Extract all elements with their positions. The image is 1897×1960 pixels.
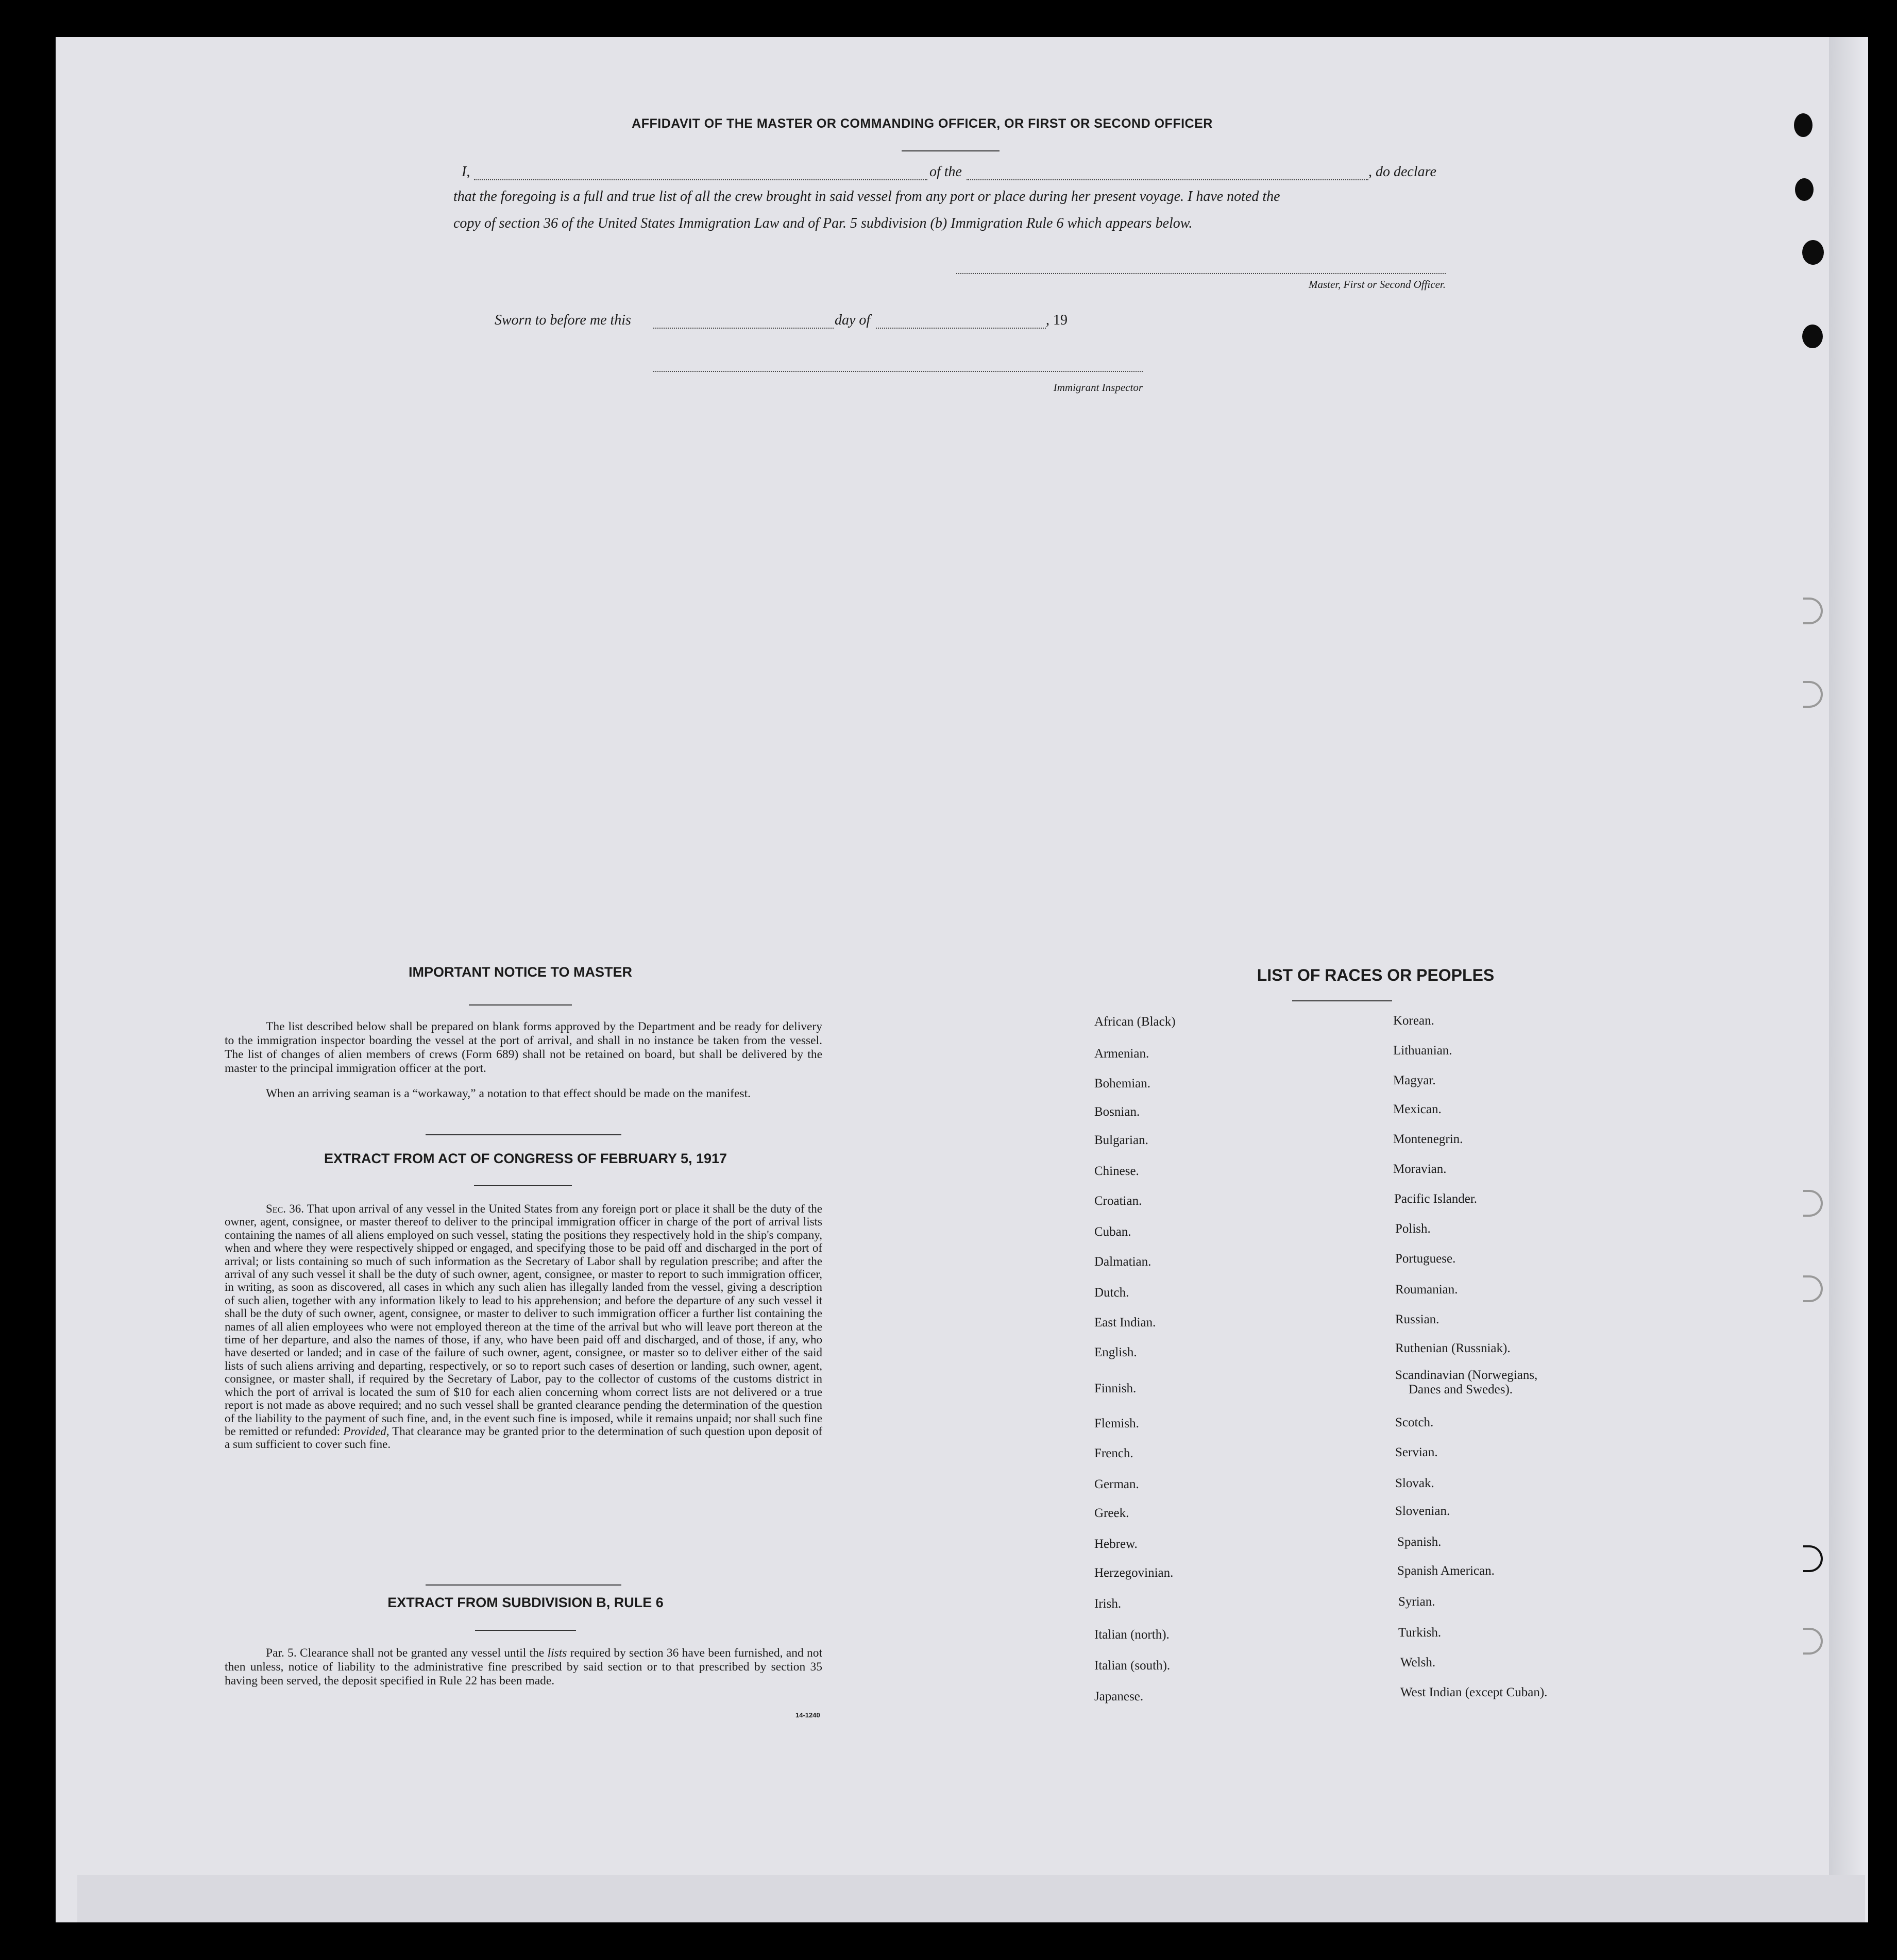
race-item: Italian (south). — [1094, 1659, 1171, 1673]
races-title: LIST OF RACES OR PEOPLES — [1257, 966, 1495, 984]
punch-hole — [1802, 325, 1823, 348]
race-item: Bulgarian. — [1094, 1133, 1148, 1147]
declarant-name-field[interactable] — [474, 179, 927, 180]
divider — [902, 150, 1000, 151]
race-item: Greek. — [1094, 1506, 1129, 1520]
race-item: Croatian. — [1094, 1194, 1142, 1208]
race-item: Herzegovinian. — [1094, 1566, 1174, 1580]
race-item: Pacific Islander. — [1394, 1192, 1478, 1206]
extract-rule-title: EXTRACT FROM SUBDIVISION B, RULE 6 — [387, 1595, 664, 1610]
race-item: Italian (north). — [1094, 1628, 1170, 1642]
declarant-prefix: I, — [462, 164, 470, 180]
race-item: German. — [1094, 1477, 1139, 1491]
race-item: East Indian. — [1094, 1316, 1156, 1330]
race-item: Slovak. — [1395, 1476, 1434, 1490]
race-item: Slovenian. — [1395, 1504, 1450, 1518]
race-item: Montenegrin. — [1393, 1132, 1463, 1146]
race-item: Ruthenian (Russniak). — [1395, 1341, 1511, 1355]
punch-hole — [1802, 240, 1824, 265]
race-item: Hebrew. — [1094, 1537, 1138, 1551]
master-caption: Master, First or Second Officer. — [1309, 278, 1446, 291]
affidavit-line-1 — [462, 164, 1446, 182]
form-number: 14-1240 — [795, 1711, 820, 1719]
notice-workaway: When an arriving seaman is a “workaway,” a notation to that effect should be made on the manifest. — [266, 1087, 751, 1100]
race-item: Servian. — [1395, 1445, 1438, 1459]
race-item: Lithuanian. — [1393, 1044, 1452, 1058]
divider — [474, 1185, 572, 1186]
race-item: West Indian (except Cuban). — [1400, 1685, 1548, 1699]
race-item: Bosnian. — [1094, 1105, 1140, 1119]
extract-act-title: EXTRACT FROM ACT OF CONGRESS OF FEBRUARY 5, 1917 — [324, 1151, 727, 1166]
race-item: Japanese. — [1094, 1690, 1144, 1703]
affidavit-line-2: that the foregoing is a full and true list of all the crew brought in said vessel from any port or place during her present voyage. I have noted the — [453, 189, 1280, 204]
race-item: Turkish. — [1398, 1626, 1442, 1640]
sworn-day-field[interactable] — [653, 328, 834, 329]
divider — [426, 1584, 621, 1586]
race-item: Welsh. — [1400, 1656, 1436, 1669]
punch-hole — [1794, 113, 1813, 137]
race-item: Mexican. — [1393, 1102, 1442, 1116]
year-prefix: , 19 — [1046, 312, 1068, 328]
sworn-month-field[interactable] — [876, 328, 1046, 329]
notice-paragraph: The list described below shall be prepared on blank forms approved by the Department and be ready for delivery to the immigration inspector boarding the vessel at the port of arrival, and shall in no instance be taken from the vessel. The list of changes of alien members of crews (Form 689) shall not be retained on board, but shall be delivered by the master to the principal immigration officer at the port. — [225, 1020, 822, 1075]
vessel-name-field[interactable] — [967, 179, 1368, 180]
race-item: Spanish. — [1397, 1535, 1442, 1549]
race-item: Bohemian. — [1094, 1077, 1151, 1090]
sworn-line — [495, 312, 1113, 331]
day-of-label: day of — [835, 312, 871, 328]
affidavit-title: AFFIDAVIT OF THE MASTER OR COMMANDING OFFICER, OR FIRST OR SECOND OFFICER — [632, 116, 1213, 131]
race-item: Russian. — [1395, 1313, 1439, 1326]
declare-label: , do declare — [1368, 164, 1436, 180]
divider — [426, 1134, 621, 1135]
race-item: Armenian. — [1094, 1047, 1149, 1061]
race-item: Korean. — [1393, 1014, 1434, 1028]
race-item: Dalmatian. — [1094, 1255, 1151, 1269]
of-the-label: of the — [929, 164, 962, 180]
race-item: Magyar. — [1393, 1073, 1436, 1087]
section-36-text: Sec. 36. That upon arrival of any vessel in the United States from any foreign port or place it shall be the duty of the owner, agent, consignee, or master thereof to deliver to the principal immigration officer in charge of the port of arrival lists containing the names of all aliens employed on such vessel, stating the positions they respectively hold in the ship's company, when and where they were respectively shipped or engaged, and specifying those to be paid off and discharged in the port of arrival; or lists containing so much of such information as the Secretary of Labor shall by regulation prescribe; and after the arrival of any such vessel it shall be the duty of such owner, agent, consignee, or master to report to such immigration officer, in writing, as soon as discovered, all cases in which any such alien has illegally landed from the vessel, giving a description of such alien, together with any information likely to lead to his apprehension; and before the departure of any such vessel it shall be the duty of such owner, agent, consignee, or master to deliver to such immigration officer a further list containing the names of all alien employees who were not employed thereon at the time of the arrival but who will leave port thereon at the time of her departure, and also the names of those, if any, who have been paid off and discharged, and of those, if any, who have deserted or landed; and in case of the failure of such owner, agent, consignee, or master so to deliver either of the said lists of such aliens arriving and departing, respectively, or so to report such cases of desertion or landing, such owner, agent, consignee, or master shall, if required by the Secretary of Labor, pay to the collector of customs of the customs district in which the port of arrival is located the sum of $10 for each alien concerning whom correct lists are not delivered or a true report is not made as above required; and no such vessel shall be granted clearance pending the determination of the question of the liability to the payment of such fine, and, in the event such fine is imposed, while it remains unpaid; nor shall such fine be remitted or refunded: Provided, That clearance may be granted prior to the determination of such question upon deposit of a sum sufficient to cover such fine. — [225, 1202, 822, 1451]
page-bottom-shade — [77, 1875, 1865, 1922]
race-item: Portuguese. — [1395, 1252, 1456, 1266]
notice-title: IMPORTANT NOTICE TO MASTER — [409, 964, 632, 980]
master-signature-field[interactable] — [956, 273, 1446, 274]
inspector-caption: Immigrant Inspector — [1053, 381, 1143, 394]
affidavit-line-3: copy of section 36 of the United States Immigration Law and of Par. 5 subdivision (b) Immigration Rule 6 which appears below. — [453, 215, 1193, 231]
race-item: Dutch. — [1094, 1286, 1129, 1300]
race-item: African (Black) — [1094, 1015, 1176, 1029]
race-item: Chinese. — [1094, 1164, 1139, 1178]
race-item: Roumanian. — [1395, 1283, 1458, 1297]
page-edge-shadow — [1829, 37, 1868, 1922]
race-item: French. — [1094, 1446, 1133, 1460]
race-item: Scotch. — [1395, 1416, 1434, 1429]
divider — [475, 1630, 576, 1631]
par-5-text: Par. 5. Clearance shall not be granted any vessel until the lists required by section 36 have been furnished, and not then unless, notice of liability to the administrative fine prescribed by said section or to that prescribed by section 35 having been served, the deposit specified in Rule 22 has been made. — [225, 1646, 823, 1688]
inspector-signature-field[interactable] — [653, 371, 1143, 372]
race-item: Flemish. — [1094, 1417, 1139, 1430]
punch-hole — [1795, 178, 1814, 201]
race-item: Spanish American. — [1397, 1564, 1495, 1578]
race-item: Syrian. — [1398, 1595, 1435, 1609]
race-item: Danes and Swedes). — [1409, 1383, 1513, 1396]
race-item: Finnish. — [1094, 1382, 1137, 1395]
sworn-label: Sworn to before me this — [495, 312, 631, 328]
divider — [469, 1004, 572, 1005]
race-item: English. — [1094, 1345, 1137, 1359]
race-item: Cuban. — [1094, 1225, 1131, 1239]
race-item: Polish. — [1395, 1222, 1431, 1236]
race-item: Moravian. — [1393, 1162, 1447, 1176]
race-item: Irish. — [1094, 1597, 1122, 1611]
race-item: Scandinavian (Norwegians, — [1395, 1368, 1538, 1382]
divider — [1292, 1000, 1392, 1001]
